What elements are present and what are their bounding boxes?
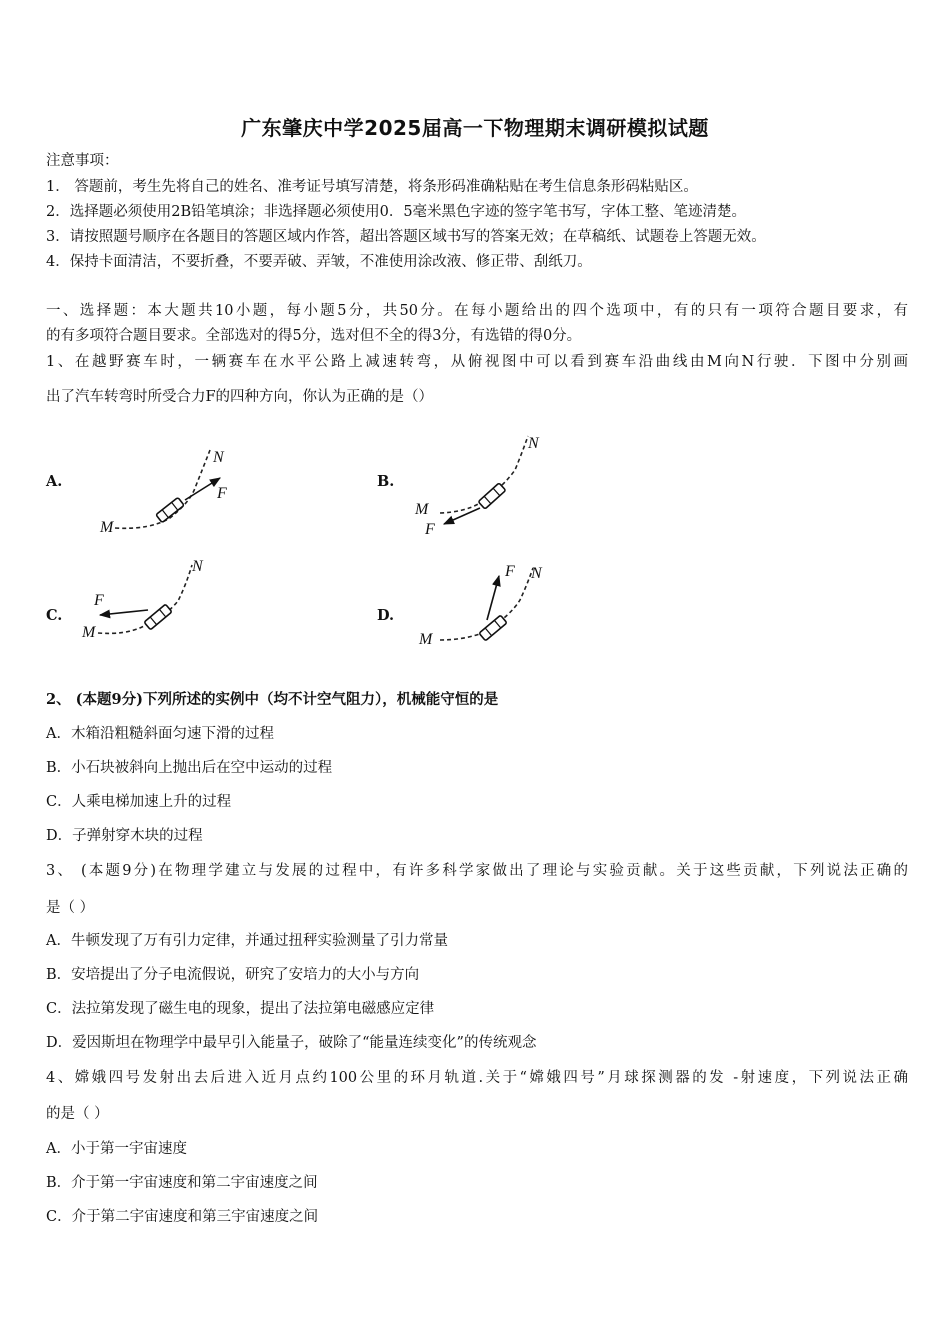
q1-option-c-diagram	[80, 555, 240, 650]
q1-option-a-label: A.	[46, 473, 63, 490]
notice-item-2: 2．选择题必须使用2B铅笔填涂；非选择题必须使用0．5毫米黑色字迹的签字笔书写，字体工整、笔迹清楚。	[46, 204, 747, 220]
force-arrow	[487, 576, 499, 620]
q1-option-b-label: B.	[377, 473, 395, 490]
q3-option-c: C．法拉第发现了磁生电的现象，提出了法拉第电磁感应定律	[46, 1001, 435, 1017]
q1-option-d-diagram	[415, 560, 575, 655]
q4-stem-line-1: 4、嫦娥四号发射出去后进入近月点约100公里的环月轨道.关于“嫦娥四号”月球探测器的发 -射速度，下列说法正确	[46, 1070, 908, 1086]
label-n: N	[531, 565, 542, 582]
car-shape	[144, 604, 172, 630]
label-n: N	[213, 449, 224, 466]
q3-option-b: B．安培提出了分子电流假说，研究了安培力的大小与方向	[46, 967, 420, 983]
force-arrow	[185, 478, 220, 500]
q3-option-d: D．爱因斯坦在物理学中最早引入能量子，破除了“能量连续变化”的传统观念	[46, 1035, 537, 1051]
section-intro-line-1: 一、选择题：本大题共10小题，每小题5分，共50分。在每小题给出的四个选项中，有的只有一项符合题目要求，有	[46, 303, 908, 319]
notice-item-4: 4．保持卡面清洁，不要折叠，不要弄破、弄皱，不准使用涂改液、修正带、刮纸刀。	[46, 254, 592, 270]
q1-stem-line-1: 1、在越野赛车时，一辆赛车在水平公路上减速转弯，从俯视图中可以看到赛车沿曲线由M向N行驶．下图中分别画	[46, 354, 908, 370]
label-f: F	[425, 521, 435, 538]
label-m: M	[415, 501, 429, 518]
q1-stem-line-2: 出了汽车转弯时所受合力F的四种方向，你认为正确的是（）	[46, 389, 434, 405]
label-n: N	[528, 435, 539, 452]
force-arrow	[100, 610, 148, 615]
q2-option-a: A．木箱沿粗糙斜面匀速下滑的过程	[46, 726, 274, 742]
q2-option-c: C．人乘电梯加速上升的过程	[46, 794, 232, 810]
q1-option-d-label: D.	[377, 607, 395, 624]
page-title: 广东肇庆中学2025届高一下物理期末调研模拟试题	[241, 116, 709, 140]
q4-stem-line-2: 的是（ ）	[46, 1106, 109, 1122]
notice-heading: 注意事项：	[46, 153, 119, 169]
q4-option-c: C．介于第二宇宙速度和第三宇宙速度之间	[46, 1209, 319, 1225]
q2-stem: 2、 (本题9分)下列所述的实例中（均不计空气阻力），机械能守恒的是	[46, 691, 499, 708]
label-f: F	[505, 563, 515, 580]
q1-option-a-diagram	[95, 440, 255, 540]
q1-option-b-diagram	[410, 428, 570, 538]
label-n: N	[192, 558, 203, 575]
label-m: M	[419, 631, 433, 648]
q3-option-a: A．牛顿发现了万有引力定律，并通过扭秤实验测量了引力常量	[46, 933, 448, 949]
q4-option-b: B．介于第一宇宙速度和第二宇宙速度之间	[46, 1175, 318, 1191]
q4-option-a: A．小于第一宇宙速度	[46, 1141, 187, 1157]
section-intro-line-2: 的有多项符合题目要求。全部选对的得5分，选对但不全的得3分，有选错的得0分。	[46, 328, 582, 344]
q3-stem-line-2: 是（ ）	[46, 900, 95, 916]
car-shape	[478, 483, 505, 509]
label-f: F	[94, 592, 104, 609]
q2-option-d: D．子弹射穿木块的过程	[46, 828, 203, 844]
q1-option-c-label: C.	[46, 607, 63, 624]
notice-item-3: 3．请按照题号顺序在各题目的答题区域内作答，超出答题区域书写的答案无效；在草稿纸、试题卷上答题无效。	[46, 229, 766, 245]
notice-item-1: 1． 答题前，考生先将自己的姓名、准考证号填写清楚，将条形码准确粘贴在考生信息条形码粘贴区。	[46, 179, 698, 195]
q3-stem-line-1: 3、 (本题9分)在物理学建立与发展的过程中，有许多科学家做出了理论与实验贡献。关于这些贡献，下列说法正确的	[46, 863, 908, 879]
q2-option-b: B．小石块被斜向上抛出后在空中运动的过程	[46, 760, 333, 776]
car-shape	[479, 615, 507, 641]
label-m: M	[82, 624, 96, 641]
label-f: F	[217, 485, 227, 502]
label-m: M	[100, 519, 114, 536]
